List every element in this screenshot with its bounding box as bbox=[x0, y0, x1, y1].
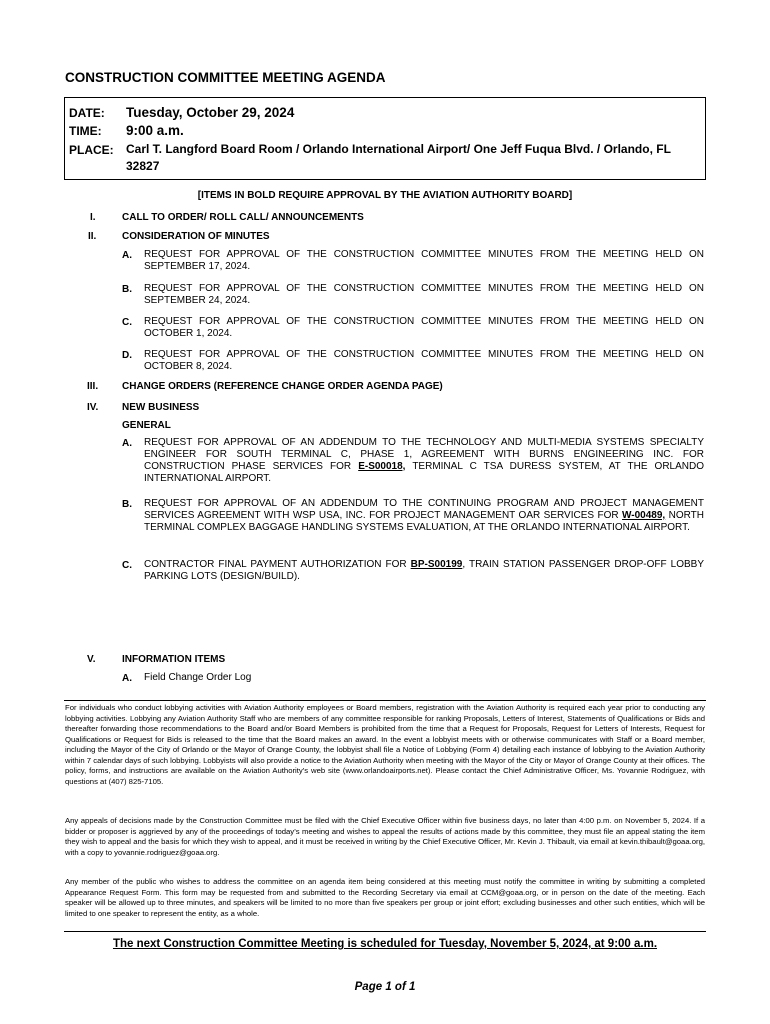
item-text bbox=[144, 498, 704, 534]
item-letter: B. bbox=[122, 284, 132, 295]
project-code: E-S00018, bbox=[358, 461, 406, 472]
section-number: I. bbox=[90, 212, 96, 223]
section-number: III. bbox=[87, 381, 99, 392]
item-text: REQUEST FOR APPROVAL OF THE CONSTRUCTION COMMITTEE MINUTES FROM THE MEETING HELD ON OCTOBER 8, 2024. bbox=[144, 349, 704, 372]
bold-items-notice: [ITEMS IN BOLD REQUIRE APPROVAL BY THE AVIATION AUTHORITY BOARD] bbox=[197, 190, 573, 201]
time-label: TIME: bbox=[69, 124, 102, 138]
item-letter: A. bbox=[122, 438, 132, 449]
item-text: Field Change Order Log bbox=[144, 672, 252, 683]
public-comment-notice: Any member of the public who wishes to address the committee on an agenda item being considered at this meeting must notify the committee in writing by submitting a completed Appearance Request Form. This form may be requested from and submitted to the Recording Secretary via email at CCM@goaa.org, or in person on the date of the meeting. Each speaker will be allowed up to three minutes, and speakers will be limited to no more than five speakers per group or joint effort; excluding businesses and other such entities, which will be limited to one speaker to represent the entity, as a whole. bbox=[65, 877, 705, 918]
section-title: CHANGE ORDERS (REFERENCE CHANGE ORDER AGENDA PAGE) bbox=[122, 381, 443, 392]
project-code: BP-S00199 bbox=[410, 559, 463, 570]
item-text: REQUEST FOR APPROVAL OF THE CONSTRUCTION COMMITTEE MINUTES FROM THE MEETING HELD ON SEPTEMBER 17, 2024. bbox=[144, 249, 704, 272]
lobbying-notice: For individuals who conduct lobbying activities with Aviation Authority employees or Board members, registration with the Aviation Authority is required each year prior to conducting any lobbying activities. Lobbying any Aviation Authority Staff who are members of any committee responsible for ranking Proposals, Letters of Interest, Statements of Qualifications or Bids and thereafter forwarding those recommendations to the Board and/or Board Members is prohibited from the time that a Request for Proposals, Request for Letters of Interests, Request for Qualifications or Request for Bids is released to the time that the Board makes an award. In the event a lobbyist meets with or otherwise communicates with Staff or a Board member, including the Mayor of the City of Orlando or the Mayor of Orange County, the lobbyist shall file a Notice of Lobbying (Form 4) detailing each instance of lobbying to the Aviation Authority within 7 calendar days of such lobbying. Lobbyists will also provide a notice to the Aviation Authority when meeting with the Mayor of the City or Mayor of Orange County at their offices. The policy, forms, and instructions are available on the Aviation Authority’s web site (www.orlandoairports.net). Please contact the Chief Administrative Officer, Ms. Yovannie Rodriguez, with questions at (407) 825-7105. bbox=[65, 703, 705, 786]
project-code: W-00489, bbox=[622, 510, 666, 521]
appeals-notice: Any appeals of decisions made by the Construction Committee must be filed with the Chief Executive Officer within five business days, no later than 4:00 p.m. on November 5, 2024. If a bidder or proposer is aggrieved by any of the proceedings of today’s meeting and wishes to appeal the results of actions made by this committee, they must file an appeal stating the item they wish to appeal and the basis for which they wish to appeal, and it must be received in writing by the Chief Executive Officer, Mr. Kevin J. Thibault, via email at kevin.thibault@goaa.org, with a copy to yovannie.rodriguez@goaa.org. bbox=[65, 816, 705, 857]
section-title: NEW BUSINESS bbox=[122, 402, 200, 413]
item-text-post: , TRAIN STATION PASSENGER DROP-OFF LOBBY PARKING LOTS (DESIGN/BUILD). bbox=[144, 559, 704, 582]
section-number: IV. bbox=[87, 402, 99, 413]
next-meeting-notice: The next Construction Committee Meeting is scheduled for Tuesday, November 5, 2024, at 9:00 a.m. bbox=[112, 938, 658, 950]
item-text-post: NORTH TERMINAL COMPLEX BAGGAGE HANDLING SYSTEMS EVALUATION, AT THE ORLANDO INTERNATIONAL AIRPORT. bbox=[144, 510, 704, 533]
item-text bbox=[144, 437, 704, 485]
section-number: II. bbox=[88, 231, 97, 242]
item-text bbox=[144, 559, 704, 583]
meeting-info-box bbox=[64, 97, 706, 180]
general-subheading: GENERAL bbox=[122, 420, 171, 431]
item-text-pre: CONTRACTOR FINAL PAYMENT AUTHORIZATION FOR bbox=[144, 559, 411, 570]
item-letter: A. bbox=[122, 673, 132, 684]
divider bbox=[64, 931, 706, 932]
section-title: CALL TO ORDER/ ROLL CALL/ ANNOUNCEMENTS bbox=[122, 212, 364, 223]
item-letter: B. bbox=[122, 499, 132, 510]
item-text-pre: REQUEST FOR APPROVAL OF AN ADDENDUM TO THE TECHNOLOGY AND MULTI-MEDIA SYSTEMS SPECIALTY ENGINEER FOR SOUTH TERMINAL C, PHASE 1, AGREEMENT WITH BURNS ENGINEERING INC. FOR CONSTRUCTION PHASE SERVICES FOR bbox=[144, 437, 704, 472]
date-label: DATE: bbox=[69, 106, 105, 120]
item-letter: C. bbox=[122, 317, 132, 328]
item-letter: D. bbox=[122, 350, 132, 361]
place-label: PLACE: bbox=[69, 143, 114, 157]
section-title: CONSIDERATION OF MINUTES bbox=[122, 231, 270, 242]
item-text-pre: REQUEST FOR APPROVAL OF AN ADDENDUM TO THE CONTINUING PROGRAM AND PROJECT MANAGEMENT SERVICES AGREEMENT WITH WSP USA, INC. FOR PROJECT MANAGEMENT OAR SERVICES FOR bbox=[144, 498, 704, 521]
item-text-post: TERMINAL C TSA DURESS SYSTEM, AT THE ORLANDO INTERNATIONAL AIRPORT. bbox=[144, 461, 704, 484]
item-letter: C. bbox=[122, 560, 132, 571]
page-title: CONSTRUCTION COMMITTEE MEETING AGENDA bbox=[65, 70, 386, 85]
section-title: INFORMATION ITEMS bbox=[122, 654, 226, 665]
time-value: 9:00 a.m. bbox=[126, 123, 184, 138]
item-text: REQUEST FOR APPROVAL OF THE CONSTRUCTION COMMITTEE MINUTES FROM THE MEETING HELD ON SEPTEMBER 24, 2024. bbox=[144, 283, 704, 306]
item-text: REQUEST FOR APPROVAL OF THE CONSTRUCTION COMMITTEE MINUTES FROM THE MEETING HELD ON OCTOBER 1, 2024. bbox=[144, 316, 704, 339]
item-letter: A. bbox=[122, 250, 132, 261]
place-value: Carl T. Langford Board Room / Orlando International Airport/ One Jeff Fuqua Blvd. / Orlando, FL 32827 bbox=[126, 142, 671, 173]
section-number: V. bbox=[87, 654, 96, 665]
page-number: Page 1 of 1 bbox=[354, 981, 416, 993]
divider bbox=[64, 700, 706, 701]
date-value: Tuesday, October 29, 2024 bbox=[126, 105, 295, 120]
